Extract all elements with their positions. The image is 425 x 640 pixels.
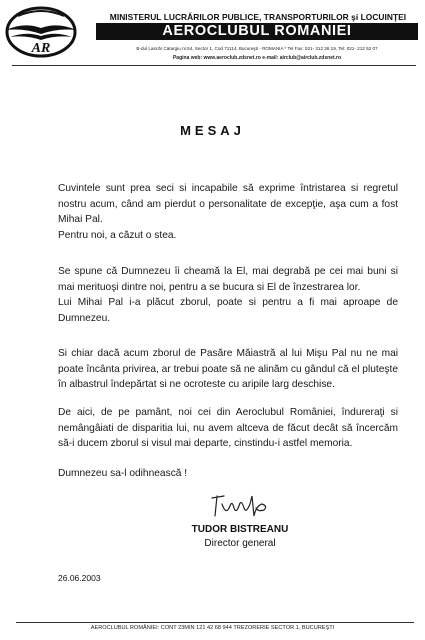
- signer-name: TUDOR BISTREANU: [191, 524, 289, 535]
- paragraph-4: Lui Mihai Pal i-a plăcut zborul, poate si pentru a fi mai aproape de Dumnezeu.: [58, 297, 398, 324]
- club-web-contact: Pagina web: www.aeroclub.zdsnet.ro e-mail: airclub@airclub.zdsnet.ro: [172, 55, 342, 61]
- header-divider: [12, 65, 416, 66]
- paragraph-1: Cuvintele sunt prea seci si incapabile să exprime întristarea si regretul nostru acum, când am pierdut o personalitate de excepţie, aşa cum a fost Mihai Pal.: [58, 183, 398, 225]
- paragraph-7: Dumnezeu sa-l odihnească !: [58, 468, 188, 479]
- club-address: B-dul Lascăr Catargiu nr.54, Sector 1, Cod 71114, Bucureşti - ROMANIA * Tel Fax: 021- 312 36 19, Tel: 021- 212 52 07: [136, 46, 378, 51]
- logo-text: AR: [31, 41, 51, 56]
- footer-bank-info: AEROCLUBUL ROMÂNIEI: CONT 23MIN 121 42 68 944 TREZORERIE SECTOR 1, BUCUREŞTI: [90, 625, 335, 631]
- aeroclub-wings-logo-icon: [4, 2, 78, 62]
- signer-title: Director general: [204, 538, 276, 549]
- paragraph-6: De aici, de pe pamânt, noi cei din Aeroclubul României, îndureraţi si nemângâiati de disparitia lui, nu avem altceva de făcut decât să încercăm să-i ducem zborul si visul mai departe, cinstindu-i astfel memoria.: [58, 407, 398, 449]
- letter-title: MESAJ: [180, 123, 245, 138]
- footer-divider: [16, 622, 414, 623]
- paragraph-3: Se spune că Dumnezeu îi cheamă la El, mai degrabă pe cei mai buni si mai merituoşi dintre noi, pentru a se bucura si El de înzestrarea lor.: [58, 266, 398, 293]
- club-name-banner: AEROCLUBUL ROMANIEI: [96, 23, 418, 40]
- paragraph-5: Si chiar dacă acum zborul de Pasăre Măiastră al lui Mişu Pal nu ne mai poate încânta privirea, ar trebui poate să ne alinăm cu gândul că el pluteşte în albastrul îndepărtat si ne ocroteste cu aripile larg deschise.: [58, 348, 398, 390]
- letter-date: 26.06.2003: [58, 573, 101, 583]
- handwritten-signature: [208, 490, 278, 520]
- paragraph-2: Pentru noi, a căzut o stea.: [58, 230, 177, 241]
- ministry-name: MINISTERUL LUCRĂRILOR PUBLICE, TRANSPORTURILOR şi LOCUINŢEI: [109, 12, 407, 22]
